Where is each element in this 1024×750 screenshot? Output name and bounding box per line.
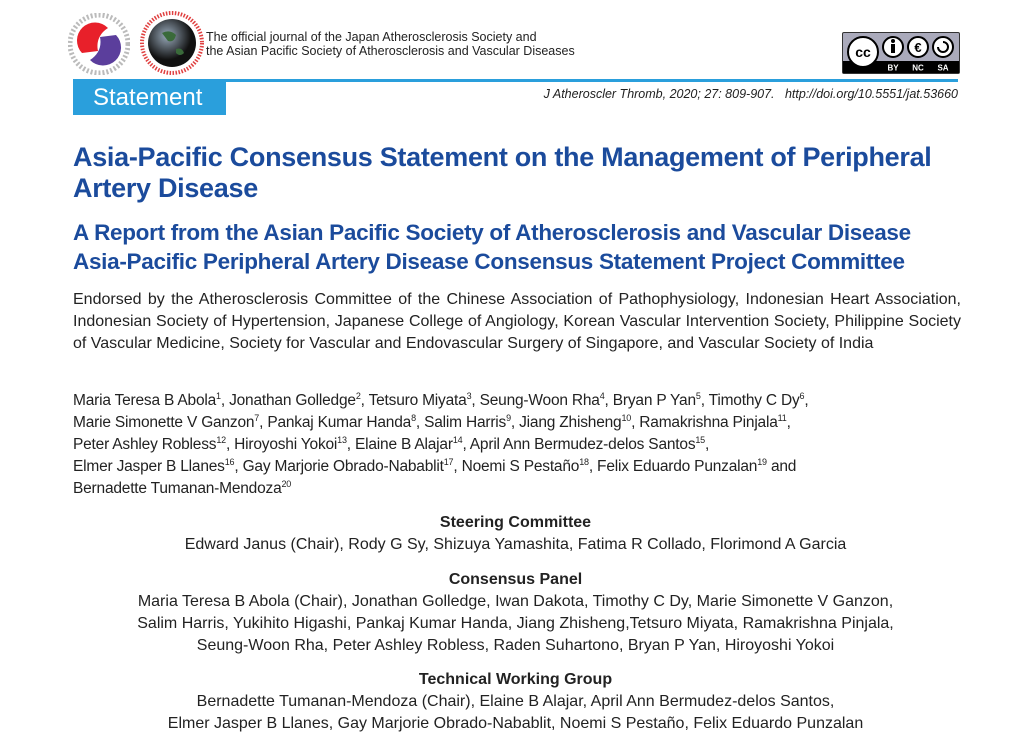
journal-line-1: The official journal of the Japan Atherosclerosis Society and: [206, 30, 537, 44]
affiliation-number: 10: [621, 413, 632, 423]
section-heading: Steering Committee: [439, 514, 592, 531]
affiliation-number: 7: [254, 413, 260, 423]
jas-logo: [68, 13, 130, 75]
author-line: Maria Teresa B Abola$^1$, Jonathan Golledge$^2$, Tetsuro Miyata$^3$, Seung-Woon Rha$^4$, Bryan P Yan$^5$, Timothy C Dy$^6$,: [73, 391, 809, 409]
author: Marie Simonette V Ganzon: [73, 414, 255, 431]
author: Jonathan Golledge: [229, 392, 356, 409]
affiliation-number: 4: [599, 391, 605, 401]
author-line: [73, 478, 963, 500]
author-list: [73, 390, 963, 500]
nc-label: NC: [912, 63, 924, 73]
sa-label: SA: [937, 63, 949, 73]
affiliation-number: 14: [452, 435, 463, 445]
affiliation-number: 19: [757, 457, 767, 467]
subtitle-line-2: Asia-Pacific Peripheral Artery Disease Consensus Statement Project Committee: [73, 249, 905, 274]
affiliation-number: 18: [579, 457, 589, 467]
author: Salim Harris: [424, 414, 507, 431]
article-title: Asia-Pacific Consensus Statement on the Management of Peripheral Artery Disease: [73, 142, 932, 203]
author: Bernadette Tumanan-Mendoza: [73, 480, 282, 497]
author: Jiang Zhisheng: [519, 414, 622, 431]
affiliation-number: 16: [224, 457, 235, 467]
apsavd-logo: [140, 11, 204, 75]
member-line: Seung-Woon Rha, Peter Ashley Robless, Raden Suhartono, Bryan P Yan, Hiroyoshi Yokoi: [196, 637, 835, 654]
author: Felix Eduardo Punzalan: [597, 458, 758, 475]
author-line: Peter Ashley Robless$^{12}$, Hiroyoshi Yokoi$^{13}$, Elaine B Alajar$^{14}$, April Ann Bermudez-delos Santos$^{15}$,: [73, 435, 710, 453]
member-line: Maria Teresa B Abola (Chair), Jonathan Golledge, Iwan Dakota, Timothy C Dy, Marie Simonette V Ganzon,: [137, 593, 894, 610]
affiliation-number: 8: [411, 413, 416, 423]
author: Gay Marjorie Obrado-Nabablit: [242, 458, 444, 475]
journal-line-2: the Asian Pacific Society of Atherosclerosis and Vascular Diseases: [206, 44, 575, 58]
section-heading: Technical Working Group: [418, 671, 613, 688]
author: Maria Teresa B Abola: [73, 392, 217, 409]
article-type-label: Statement: [73, 79, 226, 115]
and-text: and: [770, 458, 797, 475]
by-label: BY: [887, 63, 899, 73]
consensus-panel-section: [73, 569, 958, 657]
affiliation-number: 11: [777, 413, 787, 423]
author: Bryan P Yan: [612, 392, 696, 409]
member-line: Bernadette Tumanan-Mendoza (Chair), Elaine B Alajar, April Ann Bermudez-delos Santos,: [196, 693, 835, 710]
affiliation-number: 12: [216, 435, 226, 445]
author-line: Marie Simonette V Ganzon$^7$, Pankaj Kumar Handa$^8$, Salim Harris$^9$, Jiang Zhisheng$^{10}$, Ramakrishna Pinjala$^{11}$,: [73, 413, 791, 431]
affiliation-number: 20: [281, 479, 292, 489]
member-line: Edward Janus (Chair), Rody G Sy, Shizuya Yamashita, Fatima R Collado, Florimond A Garcia: [184, 536, 847, 553]
author: Timothy C Dy: [708, 392, 800, 409]
author: Seung-Woon Rha: [479, 392, 600, 409]
affiliation-number: 2: [355, 391, 361, 401]
affiliation-number: 15: [695, 435, 705, 445]
subtitle-line-1: A Report from the Asian Pacific Society of Atherosclerosis and Vascular Disease: [73, 220, 911, 245]
affiliation-number: 9: [506, 413, 511, 423]
affiliation-number: 5: [695, 391, 701, 401]
author: Elaine B Alajar: [355, 436, 453, 453]
journal-affiliation: [206, 30, 575, 58]
member-line: Elmer Jasper B Llanes, Gay Marjorie Obrado-Nabablit, Noemi S Pestaño, Felix Eduardo Punzalan: [167, 715, 864, 732]
author-line: Elmer Jasper B Llanes$^{16}$, Gay Marjorie Obrado-Nabablit$^{17}$, Noemi S Pestaño$^{18}$, Felix Eduardo Punzalan$^{19}$ and: [73, 457, 797, 475]
endorsement-paragraph: Endorsed by the Atherosclerosis Committee of the Chinese Association of Pathophysiology, Indonesian Heart Association, Indonesian Society of Hypertension, Japanese College of Angiology, Korean Vascular Intervention Society, Philippine Society of Vascular Medicine, Society for Vascular and Endovascular Surgery of Singapore, and Vascular Society of India: [73, 291, 961, 352]
member-line: Salim Harris, Yukihito Higashi, Pankaj Kumar Handa, Jiang Zhisheng,Tetsuro Miyata, Ramakrishna Pinjala,: [137, 615, 894, 632]
author: Ramakrishna Pinjala: [639, 414, 778, 431]
steering-committee-section: [73, 512, 958, 556]
cc-license-badge[interactable]: [842, 32, 960, 74]
technical-working-group-section: [73, 669, 958, 735]
author: Elmer Jasper B Llanes: [73, 458, 225, 475]
citation[interactable]: J Atheroscler Thromb, 2020; 27: 809-907. http://doi.org/10.5551/jat.53660: [543, 87, 958, 101]
svg-text:€: €: [914, 40, 922, 55]
affiliation-number: 3: [466, 391, 472, 401]
author: Hiroyoshi Yokoi: [234, 436, 338, 453]
section-heading: Consensus Panel: [448, 571, 583, 588]
cc-icon: cc: [855, 44, 871, 60]
author: Pankaj Kumar Handa: [267, 414, 412, 431]
article-subtitle: [73, 218, 963, 276]
affiliation-number: 13: [337, 435, 347, 445]
author: Peter Ashley Robless: [73, 436, 217, 453]
author: Tetsuro Miyata: [368, 392, 467, 409]
affiliation-number: 17: [443, 457, 454, 467]
affiliation-number: 6: [799, 391, 805, 401]
author: Noemi S Pestaño: [461, 458, 580, 475]
affiliation-number: 1: [216, 391, 221, 401]
author: April Ann Bermudez-delos Santos: [469, 436, 696, 453]
